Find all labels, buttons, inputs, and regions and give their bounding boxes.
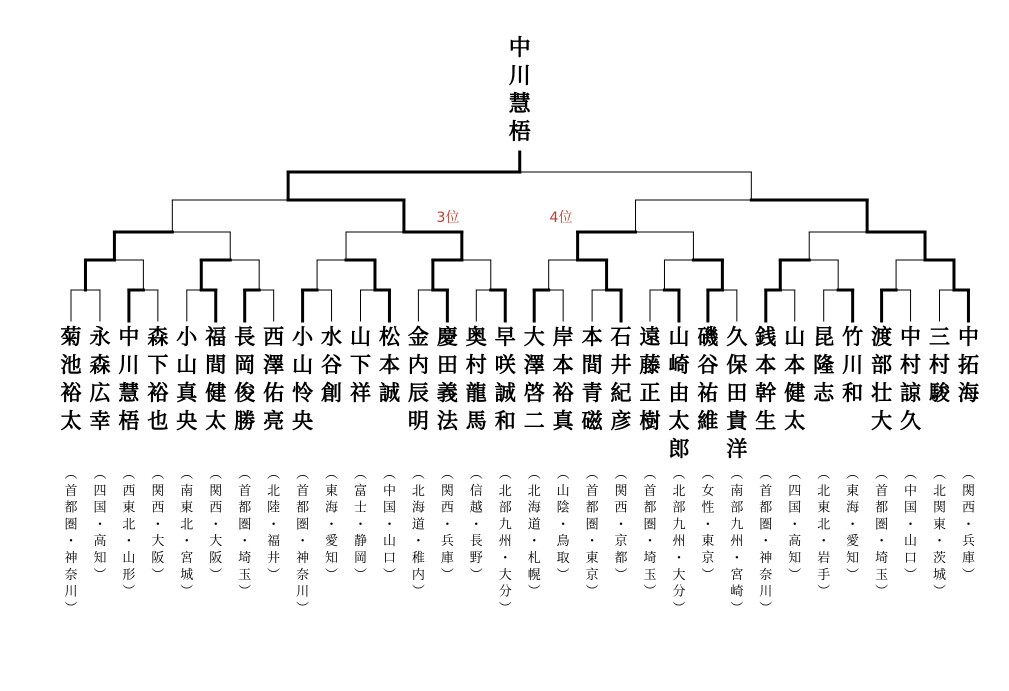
player-region: ︵富士・静岡︶ [353, 467, 368, 583]
player-name: 慶田義法 [436, 325, 458, 433]
player-region: ︵関西・京都︶ [614, 467, 628, 583]
player-name: 本間青磁 [581, 325, 603, 433]
player-name: 久保田貴洋 [726, 325, 748, 461]
player-name: 長岡俊勝 [234, 325, 256, 433]
player-region: ︵首都圏・神奈川︶ [759, 467, 773, 617]
player-region: ︵関西・大阪︶ [209, 467, 223, 583]
player-region: ︵首都圏・埼玉︶ [238, 467, 252, 600]
player-name: 西澤佑亮 [263, 325, 285, 433]
player-name: 小山怜央 [292, 325, 314, 433]
player-regions [64, 467, 974, 616]
player-name: 松本誠 [378, 325, 400, 405]
player-name: 銭本幹生 [755, 325, 777, 433]
player-name: 福間健太 [205, 325, 227, 433]
champion-name: 中川慧梧 [508, 36, 531, 145]
player-region: ︵西東北・山形︶ [122, 467, 136, 600]
player-name: 遠藤正樹 [639, 325, 661, 433]
player-name: 渡部壮大 [871, 325, 893, 433]
player-name: 竹川和 [842, 325, 864, 405]
player-name: 中拓海 [957, 325, 979, 405]
player-name: 岸本裕真 [552, 325, 574, 433]
player-region: ︵南東北・宮城︶ [180, 467, 194, 600]
bracket-lines [71, 152, 968, 321]
player-region: ︵北海道・札幌︶ [527, 467, 541, 600]
player-name: 中川慧梧 [118, 325, 140, 433]
player-region: ︵中国・山口︶ [382, 467, 396, 583]
player-region: ︵北関東・茨城︶ [932, 467, 947, 600]
player-name: 石井紀彦 [610, 325, 632, 433]
player-name: 金内辰明 [407, 325, 429, 433]
fourth-place-label: 4位 [549, 210, 573, 226]
player-region: ︵北部九州・大分︶ [498, 467, 512, 617]
player-region: ︵四国・高知︶ [788, 467, 802, 583]
player-region: ︵関西・兵庫︶ [440, 467, 454, 583]
player-region: ︵首都圏・埼玉︶ [643, 467, 657, 600]
player-region: ︵北陸・福井︶ [267, 467, 281, 583]
player-name: 小山真央 [176, 325, 198, 433]
player-region: ︵首都圏・東京︶ [585, 467, 599, 600]
player-name: 菊池裕太 [60, 325, 82, 433]
player-name: 森下裕也 [147, 325, 169, 433]
player-region: ︵関西・大阪︶ [151, 467, 165, 583]
player-region: ︵首都圏・埼玉︶ [875, 467, 889, 600]
player-name: 磯谷祐維 [697, 325, 719, 433]
player-name: 大澤啓二 [523, 325, 545, 433]
player-region: ︵女性・東京︶ [701, 467, 715, 583]
player-region: ︵北海道・稚内︶ [411, 467, 425, 600]
player-region: ︵中国・山口︶ [904, 467, 918, 583]
player-name: 水谷創 [321, 325, 343, 405]
player-name: 早咲誠和 [494, 325, 516, 433]
player-names [61, 325, 980, 461]
player-name: 山本健太 [784, 325, 806, 433]
player-region: ︵首都圏・神奈川︶ [64, 467, 78, 617]
player-region: ︵北部九州・大分︶ [672, 467, 686, 617]
player-region: ︵四国・高知︶ [93, 467, 107, 583]
player-region: ︵東海・愛知︶ [325, 467, 339, 583]
third-place-label: 3位 [436, 210, 460, 226]
player-region: ︵山陰・鳥取︶ [556, 467, 570, 583]
player-name: 山下祥 [350, 325, 371, 405]
player-name: 昆隆志 [813, 325, 835, 405]
player-region: ︵関西・兵庫︶ [961, 467, 975, 583]
player-region: ︵首都圏・神奈川︶ [296, 467, 310, 617]
player-region: ︵信越・長野︶ [469, 467, 483, 583]
player-name: 永森広幸 [89, 325, 111, 433]
player-region: ︵北東北・岩手︶ [817, 467, 831, 600]
player-region: ︵南部九州・宮崎︶ [730, 467, 744, 617]
player-region: ︵東海・愛知︶ [846, 467, 860, 583]
player-name: 山崎由太郎 [668, 325, 690, 461]
player-name: 奥村龍馬 [465, 325, 487, 433]
player-name: 三村駿 [929, 325, 950, 405]
player-name: 中村諒久 [900, 325, 922, 433]
